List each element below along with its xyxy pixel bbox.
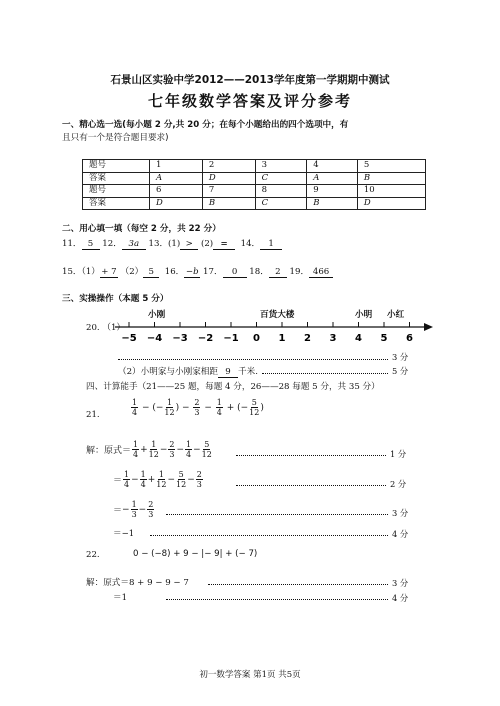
table-row	[83, 197, 426, 210]
tick-label: 1	[278, 333, 286, 344]
page-footer: 初一数学答案 第1页 共5页	[199, 670, 301, 680]
place-label: 小红	[387, 310, 405, 320]
table-cell: D	[357, 197, 425, 210]
place-label: 百货大楼	[260, 310, 295, 320]
table-cell: 3	[255, 160, 307, 173]
q21-step-4: ＝−1	[113, 529, 135, 539]
fill-line-2: 15．（1）+ 7 （2） 5 16． −b 17． 0 18． 2 19． 466	[62, 265, 333, 278]
question-22-number: 22.	[86, 550, 100, 560]
question-20-label: 20. （1）	[86, 323, 126, 333]
table-cell: 10	[357, 185, 425, 198]
q22-step-1: 解：原式＝8 + 9 − 9 − 7	[86, 578, 189, 588]
table-cell: A	[150, 172, 203, 185]
question-20-part2: （2）小明家与小刚家相距 9 千米.	[118, 367, 258, 377]
table-cell: C	[255, 197, 307, 210]
answer-13a: >	[180, 239, 198, 250]
table-cell: C	[255, 172, 307, 185]
tick-label: −2	[197, 333, 214, 344]
dotted-leader	[166, 514, 388, 515]
dotted-leader	[166, 599, 388, 600]
table-cell: 答案	[83, 197, 150, 210]
answer-12: 3a	[122, 239, 146, 250]
tick-label: 4	[355, 333, 362, 344]
section2-heading: 二、用心填一填（每空 2 分，共 22 分）	[62, 224, 221, 234]
table-cell: A	[307, 172, 358, 185]
table-cell: D	[150, 197, 203, 210]
dotted-leader	[236, 485, 386, 486]
score-mark: 1 分	[390, 449, 407, 459]
fill-line-1: 11． 5 12． 3a 13．(1) > (2) = 14． 1	[62, 237, 282, 250]
answer-13b: =	[213, 239, 235, 250]
score-mark: 3 分	[392, 508, 409, 518]
dotted-leader	[150, 535, 388, 536]
table-cell: 2	[202, 160, 255, 173]
answer-19: 466	[309, 267, 333, 278]
tick-label: −4	[146, 333, 163, 344]
table-cell: 4	[307, 160, 358, 173]
dotted-leader	[118, 359, 388, 360]
q21-step-2: ＝ $\frac{1}{4}$ − $\frac{1}{4}$ + $\frac{1}{12}$ − $\frac{5}{12}$ − $\frac{2}{3}$	[113, 470, 202, 489]
place-label: 小明	[355, 310, 373, 320]
tick-label: −3	[172, 333, 188, 344]
dotted-leader	[208, 584, 388, 585]
section1-heading: 一、精心选一选(每小题 2 分,共 20 分；在每个小题给出的四个选项中，有	[62, 120, 349, 130]
arrow-icon	[424, 323, 433, 331]
q21-step-3: ＝ − $\frac{1}{3}$ − $\frac{2}{3}$	[113, 500, 154, 519]
table-cell: 7	[202, 185, 255, 198]
answer-14: 1	[260, 239, 282, 250]
q22-step-2: ＝1	[113, 593, 128, 603]
question-22-expression: 0 − (−8) + 9 − |− 9| + (− 7)	[133, 549, 258, 559]
place-label: 小刚	[148, 310, 166, 320]
section1-heading-cont: 且只有一个是符合题目要求)	[62, 133, 169, 143]
table-row	[83, 160, 426, 173]
tick-label: 0	[253, 333, 260, 344]
dotted-leader	[236, 455, 386, 456]
table-cell: 8	[255, 185, 307, 198]
answer-17: 0	[223, 267, 247, 278]
dotted-leader	[262, 373, 388, 374]
tick-label: −1	[223, 333, 239, 344]
table-cell: B	[307, 197, 358, 210]
table-cell: 6	[150, 185, 203, 198]
document-subtitle: 七年级数学答案及评分参考	[147, 92, 352, 110]
table-cell: 题号	[83, 160, 150, 173]
table-cell: 答案	[83, 172, 150, 185]
question-21-number: 21.	[86, 410, 100, 420]
score-mark: 3 分	[392, 352, 409, 362]
answer-15a: + 7	[101, 267, 117, 277]
answer-11: 5	[82, 239, 100, 250]
table-cell: B	[357, 172, 425, 185]
tick-label: 5	[380, 333, 388, 344]
answer-16: −b	[185, 267, 199, 277]
answer-table	[82, 159, 426, 210]
q21-step-1: 解：原式＝ $\frac{1}{4}$ + $\frac{1}{12}$ − $\frac{2}{3}$ − $\frac{1}{4}$ − $\frac{5}{12}$	[86, 440, 212, 459]
score-mark: 2 分	[390, 479, 407, 489]
tick-label: −5	[121, 333, 137, 344]
table-cell: 5	[357, 160, 425, 173]
table-cell: 1	[150, 160, 203, 173]
answer-18: 2	[269, 267, 287, 278]
score-mark: 5 分	[392, 366, 409, 376]
tick-label: 6	[406, 333, 413, 344]
tick-label: 2	[304, 333, 311, 344]
answer-20-2: 9	[218, 367, 238, 378]
table-row	[83, 172, 426, 185]
tick-label: 3	[329, 333, 337, 344]
section4-heading: 四、计算能手（21——25 题，每题 4 分，26——28 每题 5 分，共 35 分）	[86, 382, 380, 392]
table-row	[83, 185, 426, 198]
table-cell: D	[202, 172, 255, 185]
number-line	[115, 318, 435, 350]
document-title: 石景山区实验中学2012——2013学年度第一学期期中测试	[110, 74, 390, 86]
answer-15b: 5	[143, 267, 159, 278]
table-cell: 9	[307, 185, 358, 198]
table-cell: B	[202, 197, 255, 210]
score-mark: 4 分	[392, 593, 409, 603]
question-21-expression: $\frac{1}{4}$ − (− $\frac{1}{12}$ ) − $\frac{2}{3}$ − $\frac{1}{4}$ + (− $\frac{5}{12}$ )	[132, 398, 264, 417]
table-cell: 题号	[83, 185, 150, 198]
score-mark: 4 分	[392, 529, 409, 539]
section3-heading: 三、实操操作（本题 5 分）	[62, 294, 169, 304]
score-mark: 3 分	[392, 578, 409, 588]
